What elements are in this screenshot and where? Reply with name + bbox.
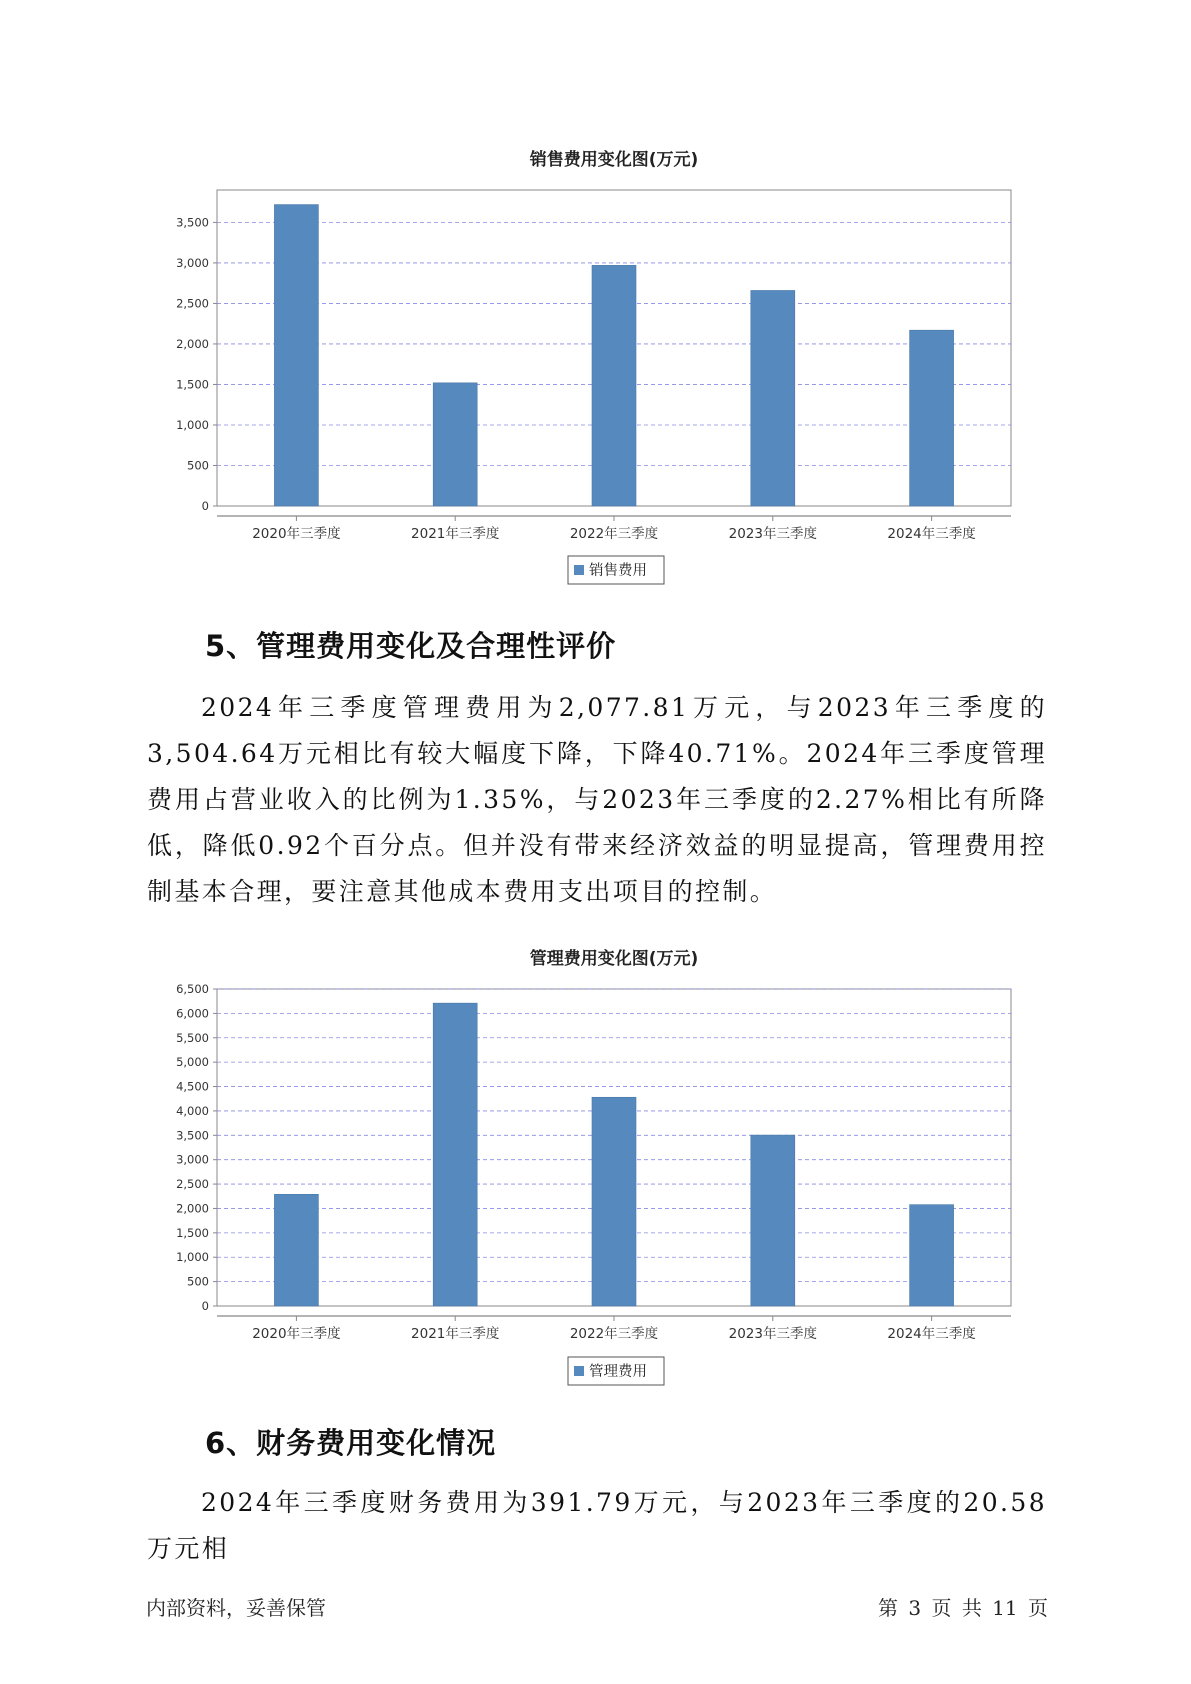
sales-bar-5 [910, 330, 954, 506]
sales-category-label: 2022年三季度 [569, 526, 659, 542]
sales-ytick-label: 0 [201, 499, 209, 513]
management-category-label: 2021年三季度 [411, 1326, 500, 1342]
sales-ytick-label: 2,500 [176, 296, 209, 311]
management-ytick-label: 3,500 [176, 1128, 209, 1143]
section-5-paragraph: 2024年三季度管理费用为2,077.81万元，与2023年三季度的3,504.64万元相比有较大幅度下降，下降40.71%。2024年三季度管理费用占营业收入的比例为1.35%，与2023年三季度的2.27%相比有所降低，降低0.92个百分点。但并没有带来经济效益的明显提高，管理费用控制基本合理，要注意其他成本费用支出项目的控制。 [147, 693, 1047, 906]
management-legend-label: 管理费用 [589, 1364, 647, 1380]
management-bar-4 [751, 1135, 795, 1306]
management-ytick-label: 0 [201, 1299, 209, 1313]
sales-expense-chart [0, 140, 1191, 600]
sales-bar-3 [592, 265, 636, 506]
management-category-label: 2020年三季度 [252, 1326, 341, 1342]
management-bar-1 [274, 1194, 318, 1306]
sales-bar-2 [433, 383, 477, 506]
sales-legend-label: 销售费用 [589, 563, 647, 579]
management-ytick-label: 5,500 [176, 1030, 209, 1045]
management-expense-chart [0, 940, 1191, 1410]
sales-category-label: 2021年三季度 [411, 526, 500, 542]
management-ytick-label: 4,000 [176, 1103, 209, 1118]
sales-ytick-label: 2,000 [176, 336, 209, 351]
management-ytick-label: 6,000 [176, 1006, 209, 1021]
sales-legend-swatch [574, 565, 584, 575]
management-ytick-label: 4,500 [176, 1079, 209, 1094]
management-ytick-label: 2,000 [176, 1201, 209, 1216]
sales-bar-4 [751, 290, 795, 506]
management-category-label: 2023年三季度 [728, 1326, 817, 1342]
management-ytick-label: 2,500 [176, 1177, 209, 1192]
footer-confidential-note: 内部资料，妥善保管 [146, 1596, 326, 1620]
management-category-label: 2024年三季度 [887, 1326, 976, 1342]
sales-ytick-label: 1,000 [176, 417, 209, 432]
section-5-heading: 5、管理费用变化及合理性评价 [205, 629, 617, 663]
management-ytick-label: 3,000 [176, 1152, 209, 1167]
sales-expense-chart-svg [0, 140, 1191, 600]
management-ytick-label: 500 [187, 1274, 209, 1289]
management-bar-3 [592, 1097, 636, 1306]
management-bar-2 [433, 1003, 477, 1306]
section-6-heading: 6、财务费用变化情况 [205, 1426, 497, 1460]
sales-legend [568, 556, 664, 584]
sales-ytick-label: 3,000 [176, 255, 209, 270]
sales-ytick-label: 1,500 [176, 377, 209, 392]
management-legend [568, 1357, 664, 1385]
management-category-label: 2022年三季度 [569, 1326, 659, 1342]
management-ytick-label: 1,000 [176, 1250, 209, 1265]
management-legend-swatch [574, 1366, 584, 1376]
sales-ytick-label: 500 [187, 458, 209, 473]
management-ytick-label: 6,500 [176, 982, 209, 996]
footer-page-number: 第 3 页 共 11 页 [878, 1596, 1048, 1620]
management-chart-title: 管理费用变化图(万元) [529, 949, 699, 969]
management-ytick-label: 5,000 [176, 1055, 209, 1070]
sales-ytick-label: 3,500 [176, 215, 209, 230]
sales-category-label: 2023年三季度 [728, 526, 817, 542]
sales-category-label: 2020年三季度 [252, 526, 341, 542]
sales-category-label: 2024年三季度 [887, 526, 976, 542]
sales-chart-title: 销售费用变化图(万元) [529, 150, 699, 170]
management-expense-chart-svg [0, 940, 1191, 1410]
section-6-paragraph: 2024年三季度财务费用为391.79万元，与2023年三季度的20.58万元相 [147, 1488, 1047, 1563]
management-ytick-label: 1,500 [176, 1225, 209, 1240]
management-bar-5 [910, 1205, 954, 1306]
sales-bar-1 [274, 205, 318, 506]
